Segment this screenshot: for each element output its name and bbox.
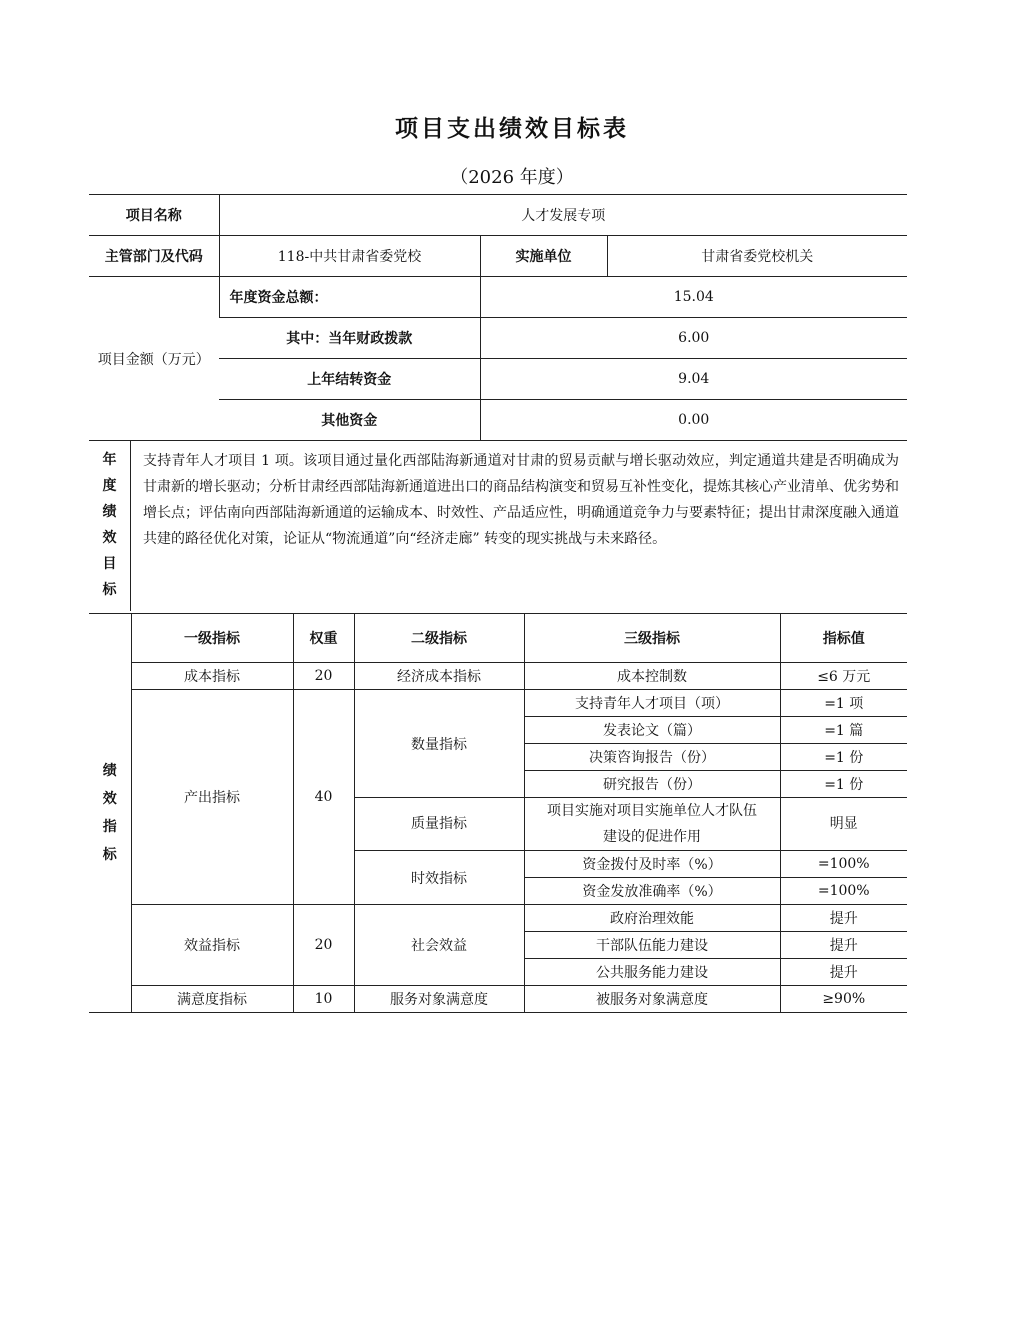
header-level2: 二级指标 xyxy=(354,614,524,663)
output-weight: 40 xyxy=(293,690,354,905)
cost-value: ≤6 万元 xyxy=(780,663,907,690)
other-fund-value: 0.00 xyxy=(480,400,907,441)
department-row xyxy=(89,236,907,277)
goal-label-char: 标 xyxy=(102,582,117,598)
quantity-value: =1 篇 xyxy=(780,717,907,744)
annual-goal-label xyxy=(89,441,131,611)
timeliness-level2: 时效指标 xyxy=(354,851,524,905)
goal-label-char: 效 xyxy=(102,530,117,546)
header-level1: 一级指标 xyxy=(131,614,293,663)
satisfaction-value: ≥90% xyxy=(780,986,907,1013)
quality-level2: 质量指标 xyxy=(354,798,524,851)
quantity-level2: 数量指标 xyxy=(354,690,524,798)
side-label-char: 效 xyxy=(102,791,117,807)
performance-indicator-label xyxy=(89,614,131,1013)
quality-value: 明显 xyxy=(780,798,907,851)
implementing-unit-value: 甘肃省委党校机关 xyxy=(607,236,907,277)
timeliness-level3: 资金拨付及时率（%） xyxy=(524,851,780,878)
carryover-fund-label: 上年结转资金 xyxy=(219,359,480,400)
timeliness-value: =100% xyxy=(780,851,907,878)
performance-indicator-table xyxy=(89,613,907,1013)
cost-weight: 20 xyxy=(293,663,354,690)
benefit-weight: 20 xyxy=(293,905,354,986)
project-info-table xyxy=(89,194,907,611)
total-fund-value: 15.04 xyxy=(480,277,907,318)
quality-level3 xyxy=(524,798,780,851)
benefit-level3: 公共服务能力建设 xyxy=(524,959,780,986)
header-value: 指标值 xyxy=(780,614,907,663)
project-name-value: 人才发展专项 xyxy=(219,195,907,236)
goal-label-char: 年 xyxy=(102,452,117,468)
output-level1: 产出指标 xyxy=(131,690,293,905)
benefit-value: 提升 xyxy=(780,905,907,932)
benefit-value: 提升 xyxy=(780,932,907,959)
benefit-level3: 干部队伍能力建设 xyxy=(524,932,780,959)
annual-goal-text: 支持青年人才项目 1 项。该项目通过量化西部陆海新通道对甘肃的贸易贡献与增长驱动效应，判定通道共建是否明确成为甘肃新的增长驱动；分析甘肃经西部陆海新通道进出口的商品结构演变和贸易互补性变化，提炼其核心产业清单、优劣势和增长点；评估南向西部陆海新通道的运输成本、时效性、产品适应性，明确通道竞争力与要素特征；提出甘肃深度融入通道共建的路径优化对策，论证从“物流通道”向“经济走廊” 转变的现实挑战与未来路径。 xyxy=(143,453,900,547)
implementing-unit-label: 实施单位 xyxy=(480,236,607,277)
department-value: 118-中共甘肃省委党校 xyxy=(219,236,480,277)
project-name-label: 项目名称 xyxy=(89,195,219,236)
project-amount-label: 项目金额（万元） xyxy=(89,277,219,441)
goal-label-char: 度 xyxy=(102,478,117,494)
current-fund-label: 其中：当年财政拨款 xyxy=(219,318,480,359)
satisfaction-weight: 10 xyxy=(293,986,354,1013)
satisfaction-row xyxy=(89,986,907,1013)
current-fund-value: 6.00 xyxy=(480,318,907,359)
indicator-header-row xyxy=(89,614,907,663)
quantity-level3: 研究报告（份） xyxy=(524,771,780,798)
document-year: （2026 年度） xyxy=(450,167,574,188)
quantity-value: =1 项 xyxy=(780,690,907,717)
timeliness-value: =100% xyxy=(780,878,907,905)
other-fund-label: 其他资金 xyxy=(219,400,480,441)
cost-level2: 经济成本指标 xyxy=(354,663,524,690)
annual-goal-row xyxy=(89,441,907,612)
annual-goal-cell xyxy=(89,441,907,612)
quantity-value: =1 份 xyxy=(780,771,907,798)
quantity-value: =1 份 xyxy=(780,744,907,771)
satisfaction-level1: 满意度指标 xyxy=(131,986,293,1013)
project-name-row xyxy=(89,195,907,236)
quantity-level3: 决策咨询报告（份） xyxy=(524,744,780,771)
carryover-fund-value: 9.04 xyxy=(480,359,907,400)
header-level3: 三级指标 xyxy=(524,614,780,663)
cost-level3: 成本控制数 xyxy=(524,663,780,690)
satisfaction-level2: 服务对象满意度 xyxy=(354,986,524,1013)
benefit-row xyxy=(89,905,907,932)
benefit-value: 提升 xyxy=(780,959,907,986)
benefit-level3: 政府治理效能 xyxy=(524,905,780,932)
quality-level3-line: 建设的促进作用 xyxy=(603,829,701,845)
total-fund-row xyxy=(89,277,907,318)
document-title: 项目支出绩效目标表 xyxy=(395,115,629,142)
header-weight: 权重 xyxy=(293,614,354,663)
timeliness-level3: 资金发放准确率（%） xyxy=(524,878,780,905)
side-label-char: 绩 xyxy=(102,763,117,779)
department-label: 主管部门及代码 xyxy=(89,236,219,277)
quantity-level3: 支持青年人才项目（项） xyxy=(524,690,780,717)
goal-label-char: 绩 xyxy=(102,504,117,520)
side-label-char: 指 xyxy=(102,819,117,835)
quality-level3-line: 项目实施对项目实施单位人才队伍 xyxy=(547,803,757,819)
satisfaction-level3: 被服务对象满意度 xyxy=(524,986,780,1013)
goal-label-char: 目 xyxy=(102,556,117,572)
benefit-level1: 效益指标 xyxy=(131,905,293,986)
cost-row xyxy=(89,663,907,690)
benefit-level2: 社会效益 xyxy=(354,905,524,986)
side-label-char: 标 xyxy=(102,847,117,863)
cost-level1: 成本指标 xyxy=(131,663,293,690)
total-fund-label: 年度资金总额： xyxy=(219,277,480,318)
quantity-level3: 发表论文（篇） xyxy=(524,717,780,744)
output-row xyxy=(89,690,907,717)
